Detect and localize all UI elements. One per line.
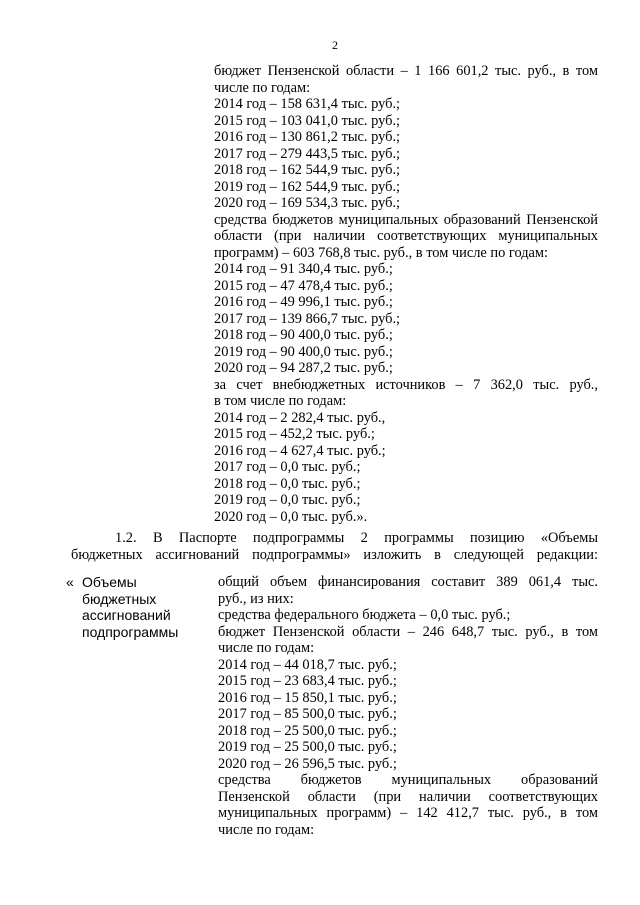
text-line: 2014 год – 158 631,4 тыс. руб.; <box>214 96 401 112</box>
label-line: Объемы <box>82 574 137 590</box>
text-line: в том числе по годам: <box>214 393 347 409</box>
text-line: 2018 год – 90 400,0 тыс. руб.; <box>214 327 393 343</box>
text-line: 2016 год – 49 996,1 тыс. руб.; <box>214 294 393 310</box>
value-line: числе по годам: <box>218 821 315 838</box>
text-line: 2017 год – 0,0 тыс. руб.; <box>214 459 361 475</box>
text-line: программ) – 603 768,8 тыс. руб., в том числе по годам: <box>214 244 549 261</box>
text-line: 2017 год – 139 866,7 тыс. руб.; <box>214 310 401 327</box>
value-line: средства бюджетов муниципальных образований <box>218 772 598 788</box>
funding-text-block <box>214 63 598 525</box>
paragraph-line: бюджетных ассигнований подпрограммы» изложить в следующей редакции: <box>71 546 598 563</box>
value-line: 2018 год – 25 500,0 тыс. руб.; <box>218 722 397 739</box>
label-line: бюджетных <box>82 590 157 607</box>
table-label-cell <box>66 574 206 640</box>
amendment-paragraph <box>71 530 598 563</box>
text-line: 2015 год – 452,2 тыс. руб.; <box>214 426 375 442</box>
text-line: 2020 год – 0,0 тыс. руб.». <box>214 508 368 525</box>
text-line: 2018 год – 0,0 тыс. руб.; <box>214 475 361 492</box>
text-line: 2019 год – 0,0 тыс. руб.; <box>214 492 361 508</box>
text-line: 2019 год – 162 544,9 тыс. руб.; <box>214 178 401 195</box>
value-line: 2016 год – 15 850,1 тыс. руб.; <box>218 689 397 706</box>
text-line: бюджет Пензенской области – 1 166 601,2 тыс. руб., в том <box>214 63 598 79</box>
text-line: 2020 год – 169 534,3 тыс. руб.; <box>214 195 401 211</box>
text-line: 2016 год – 4 627,4 тыс. руб.; <box>214 442 386 459</box>
value-line: бюджет Пензенской области – 246 648,7 тыс. руб., в том <box>218 623 598 640</box>
value-line: 2014 год – 44 018,7 тыс. руб.; <box>218 656 397 673</box>
text-line: средства бюджетов муниципальных образований Пензенской <box>214 211 598 228</box>
text-line: области (при наличии соответствующих муниципальных <box>214 228 598 244</box>
label-line: подпрограммы <box>82 623 179 640</box>
text-line: числе по годам: <box>214 79 311 96</box>
value-line: Пензенской области (при наличии соответствующих <box>218 788 598 805</box>
value-line: 2017 год – 85 500,0 тыс. руб.; <box>218 706 397 722</box>
value-line: общий объем финансирования составит 389 061,4 тыс. <box>218 574 598 590</box>
page-number: 2 <box>332 38 338 52</box>
text-line: 2016 год – 130 861,2 тыс. руб.; <box>214 129 401 145</box>
text-line: за счет внебюджетных источников – 7 362,0 тыс. руб., <box>214 376 598 393</box>
paragraph-line: 1.2. В Паспорте подпрограммы 2 программы позицию «Объемы <box>115 530 598 546</box>
text-line: 2014 год – 2 282,4 тыс. руб., <box>214 409 386 426</box>
table-value-cell <box>218 574 598 838</box>
value-line: муниципальных программ) – 142 412,7 тыс. руб., в том <box>218 805 598 821</box>
value-line: 2020 год – 26 596,5 тыс. руб.; <box>218 755 397 772</box>
value-line: средства федерального бюджета – 0,0 тыс. руб.; <box>218 607 511 623</box>
text-line: 2015 год – 103 041,0 тыс. руб.; <box>214 112 401 129</box>
value-line: 2019 год – 25 500,0 тыс. руб.; <box>218 739 397 755</box>
text-line: 2017 год – 279 443,5 тыс. руб.; <box>214 145 401 162</box>
value-line: 2015 год – 23 683,4 тыс. руб.; <box>218 673 397 689</box>
label-line: ассигнований <box>82 607 171 623</box>
text-line: 2015 год – 47 478,4 тыс. руб.; <box>214 277 393 294</box>
text-line: 2019 год – 90 400,0 тыс. руб.; <box>214 343 393 360</box>
opening-quote: « <box>66 574 74 590</box>
text-line: 2020 год – 94 287,2 тыс. руб.; <box>214 360 393 376</box>
value-line: числе по годам: <box>218 640 315 656</box>
value-line: руб., из них: <box>218 590 294 607</box>
text-line: 2014 год – 91 340,4 тыс. руб.; <box>214 261 393 277</box>
text-line: 2018 год – 162 544,9 тыс. руб.; <box>214 162 401 178</box>
